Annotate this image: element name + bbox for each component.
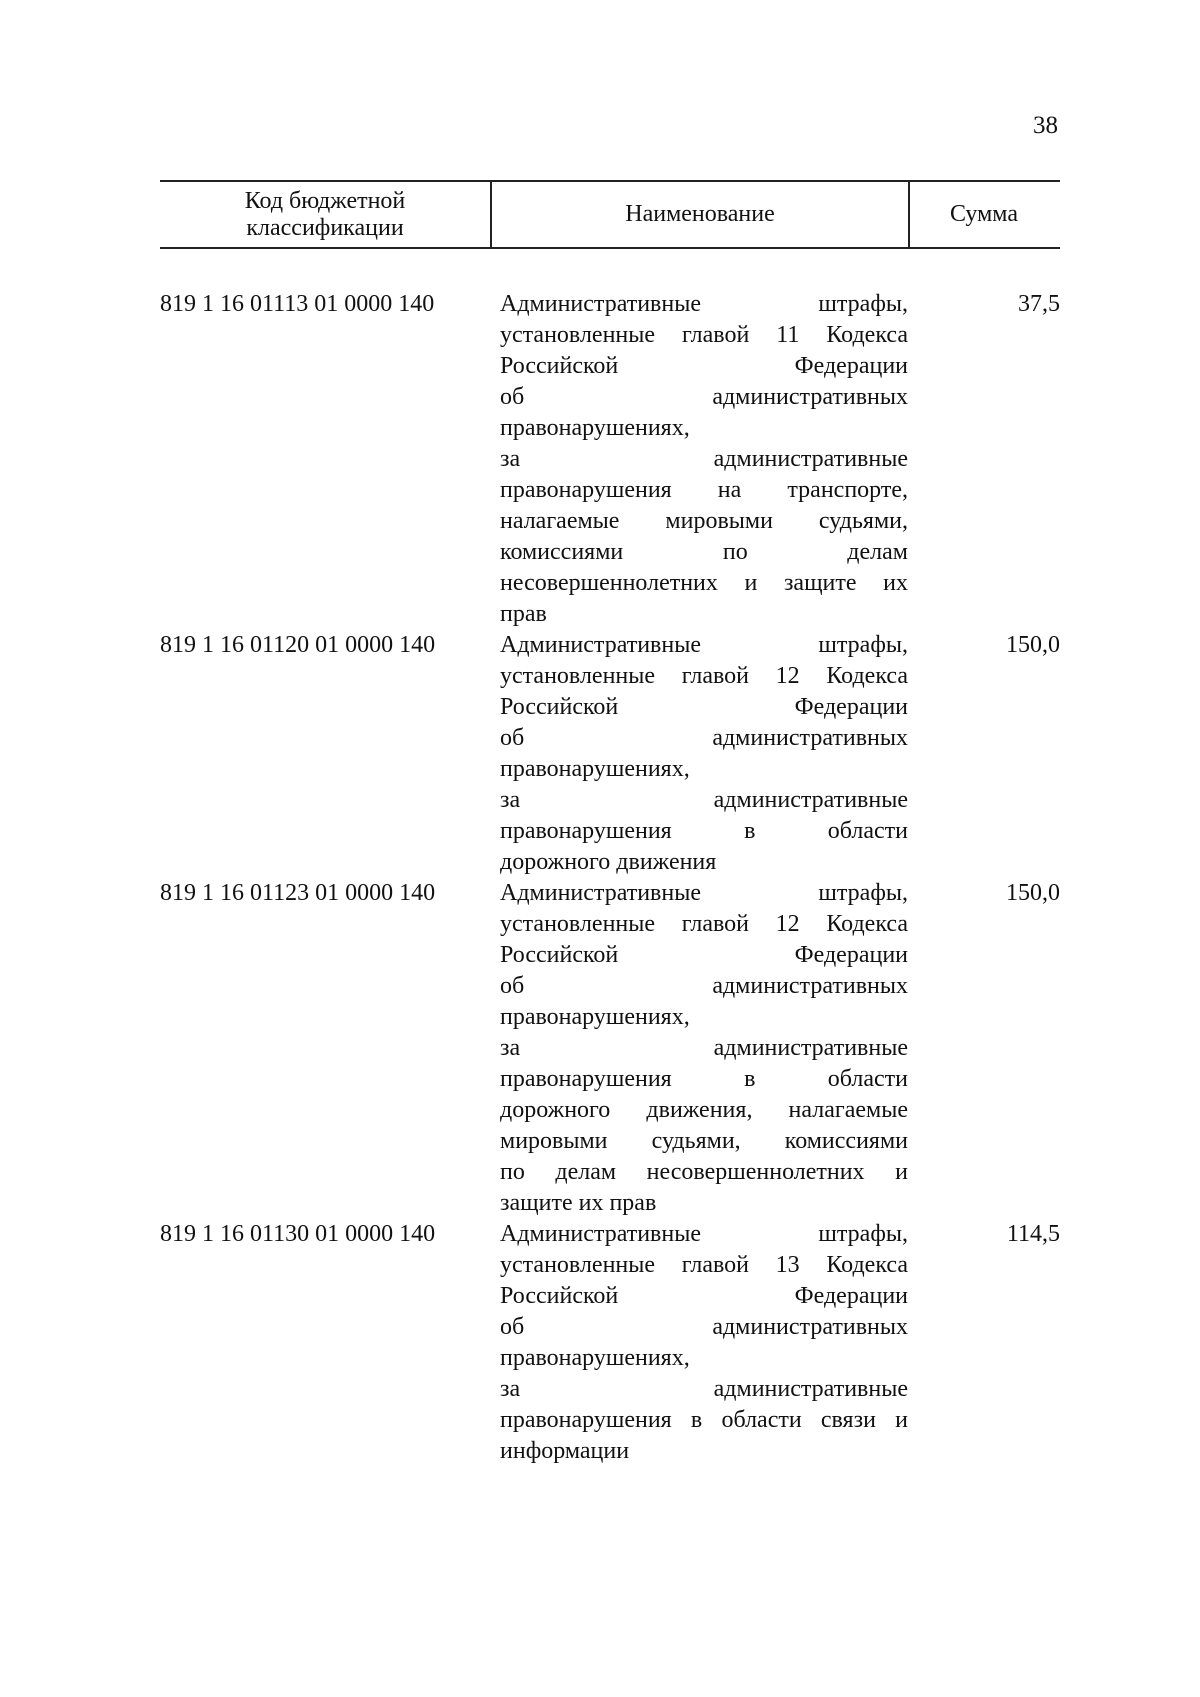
name-line: за административные [500,787,908,813]
name-line: правонарушения в области [500,818,908,844]
name-line: информации [500,1438,630,1464]
name-line: правонарушения в области [500,1066,908,1092]
name-line: установленные главой 12 Кодекса [500,911,908,937]
name-line: установленные главой 11 Кодекса [500,322,908,348]
name-line: Административные штрафы, [500,632,908,658]
name-line: за административные [500,1376,908,1402]
name-line: дорожного движения, налагаемые [500,1097,908,1123]
name-line: мировыми судьями, комиссиями [500,1128,908,1154]
header-name-cell: Наименование [490,182,910,247]
amount: 150,0 [1006,632,1060,658]
header-sum-cell: Сумма [950,201,1018,227]
name-line: установленные главой 13 Кодекса [500,1252,908,1278]
name-line: прав [500,601,547,627]
name-line: правонарушениях, [500,1004,690,1030]
amount: 114,5 [1006,1221,1060,1247]
name-line: об административных [500,1314,908,1340]
header-code-line1: Код бюджетной [244,187,406,214]
item-name [500,289,908,630]
name-line: Российской Федерации [500,353,908,379]
name-line: Российской Федерации [500,694,908,720]
budget-code: 819 1 16 01113 01 0000 140 [160,291,435,317]
name-line: правонарушения на транспорте, [500,477,908,503]
budget-code: 819 1 16 01130 01 0000 140 [160,1221,436,1247]
name-line: правонарушения в области связи и [500,1407,908,1433]
name-line: дорожного движения [500,849,717,875]
name-line: за административные [500,1035,908,1061]
name-line: установленные главой 12 Кодекса [500,663,908,689]
amount: 37,5 [1018,291,1060,317]
budget-code: 819 1 16 01120 01 0000 140 [160,632,436,658]
amount: 150,0 [1006,880,1060,906]
page-number: 38 [1033,112,1058,139]
name-line: Российской Федерации [500,1283,908,1309]
table-header [160,180,1060,249]
name-line: комиссиями по делам [500,539,908,565]
name-line: за административные [500,446,908,472]
name-line: несовершеннолетних и защите их [500,570,908,596]
name-line: по делам несовершеннолетних и [500,1159,908,1185]
budget-code: 819 1 16 01123 01 0000 140 [160,880,436,906]
name-line: Административные штрафы, [500,291,908,317]
name-line: правонарушениях, [500,756,690,782]
item-name [500,878,908,1219]
name-line: налагаемые мировыми судьями, [500,508,908,534]
name-line: Российской Федерации [500,942,908,968]
header-code-cell [160,182,490,247]
name-line: защите их прав [500,1190,657,1216]
name-line: Административные штрафы, [500,1221,908,1247]
header-code-line2: классификации [246,214,404,241]
name-line: об административных [500,384,908,410]
name-line: Административные штрафы, [500,880,908,906]
name-line: об административных [500,973,908,999]
name-line: правонарушениях, [500,415,690,441]
name-line: правонарушениях, [500,1345,690,1371]
item-name [500,1219,908,1467]
item-name [500,630,908,878]
name-line: об административных [500,725,908,751]
